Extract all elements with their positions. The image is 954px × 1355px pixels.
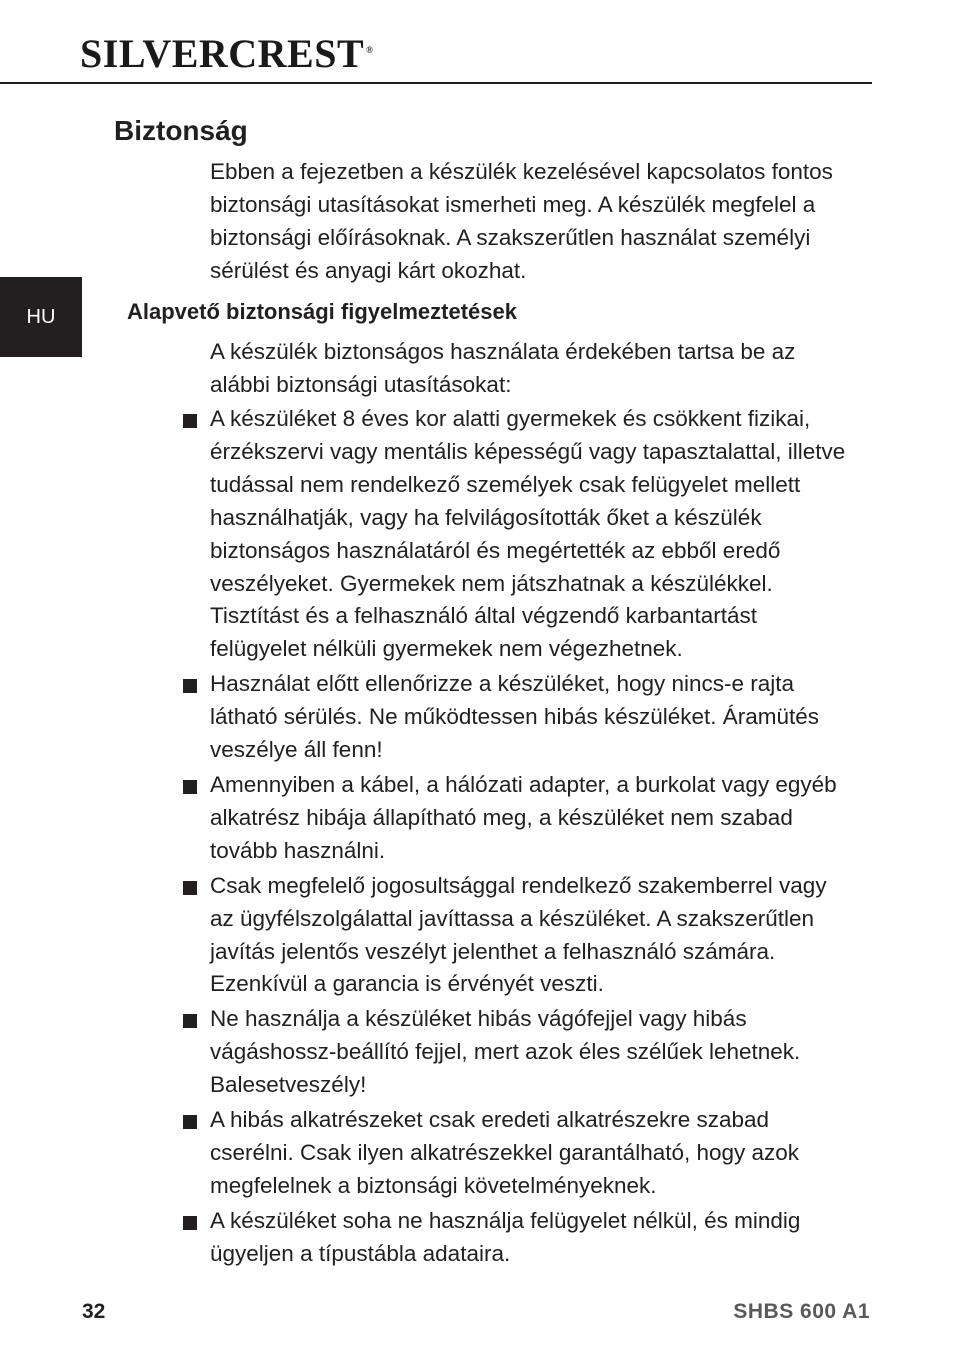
square-bullet-icon [183, 414, 197, 428]
square-bullet-icon [183, 679, 197, 693]
brand-logo-text: SILVERCREST [80, 31, 365, 76]
language-tab [0, 277, 82, 357]
square-bullet-icon [183, 1216, 197, 1230]
safety-warning-item [0, 1205, 850, 1271]
language-tab-label: HU [26, 305, 56, 328]
safety-warning-text: Amennyiben a kábel, a hálózati adapter, a burkolat vagy egyéb alkatrész hibája állapítható meg, a készüléket nem szabad tovább használni. [210, 771, 837, 863]
model-identifier: SHBS 600 A1 [733, 1300, 870, 1323]
brand-logo [80, 31, 374, 76]
square-bullet-icon [183, 1014, 197, 1028]
square-bullet-icon [183, 881, 197, 895]
safety-warning-item [0, 1104, 850, 1203]
section-intro: Ebben a fejezetben a készülék kezelésével kapcsolatos fontos biztonsági utasításokat ismerheti meg. A készülék megfelel a biztonsági előírásoknak. A szakszerűtlen használat személyi sérülést és anyagi kárt okozhat. [210, 159, 833, 283]
safety-warning-item [0, 870, 850, 1002]
safety-warning-item [0, 403, 850, 666]
safety-warning-text: A készüléket 8 éves kor alatti gyermekek és csökkent fizikai, érzékszervi vagy mentális képességű vagy tapasztalattal, illetve tudással nem rendelkező személyek csak felügyelet mellett használhatják, vagy ha felvilágosították őket a készülék biztonságos használatáról és megértették az ebből eredő veszélyeket. Gyermekek nem játszhatnak a készülékkel. Tisztítást és a felhasználó által végzendő karbantartást felügyelet nélküli gyermekek nem végezhetnek. [210, 406, 846, 662]
header-rule [0, 82, 872, 84]
safety-warning-item [0, 668, 850, 767]
registered-mark: ® [366, 44, 374, 55]
page-number: 32 [82, 1300, 106, 1323]
square-bullet-icon [183, 1115, 197, 1129]
subsection-lead: A készülék biztonságos használata érdekében tartsa be az alábbi biztonsági utasításokat: [210, 339, 796, 397]
safety-warning-text: A készüléket soha ne használja felügyelet nélkül, és mindig ügyeljen a típustábla adataira. [210, 1207, 801, 1266]
safety-warning-item [0, 769, 850, 868]
safety-warning-list [0, 403, 954, 1273]
safety-warning-text: Ne használja a készüléket hibás vágófejjel vagy hibás vágáshossz-beállító fejjel, mert azok éles szélűek lehetnek. Balesetveszély! [210, 1006, 801, 1098]
safety-warning-text: Használat előtt ellenőrizze a készüléket, hogy nincs-e rajta látható sérülés. Ne működtessen hibás készüléket. Áramütés veszélye áll fenn! [210, 671, 820, 763]
square-bullet-icon [183, 780, 197, 794]
section-title: Biztonság [114, 115, 248, 146]
safety-warning-text: Csak megfelelő jogosultsággal rendelkező szakemberrel vagy az ügyfélszolgálattal javíttassa a készüléket. A szakszerűtlen javítás jelentős veszélyt jelenthet a felhasználó számára. Ezenkívül a garancia is érvényét veszti. [210, 872, 827, 997]
safety-warning-text: A hibás alkatrészeket csak eredeti alkatrészekre szabad cserélni. Csak ilyen alkatrészekkel garantálható, hogy azok megfelelnek a biztonsági követelményeknek. [210, 1107, 800, 1198]
subsection-title: Alapvető biztonsági figyelmeztetések [127, 299, 517, 324]
safety-warning-item [0, 1003, 850, 1102]
